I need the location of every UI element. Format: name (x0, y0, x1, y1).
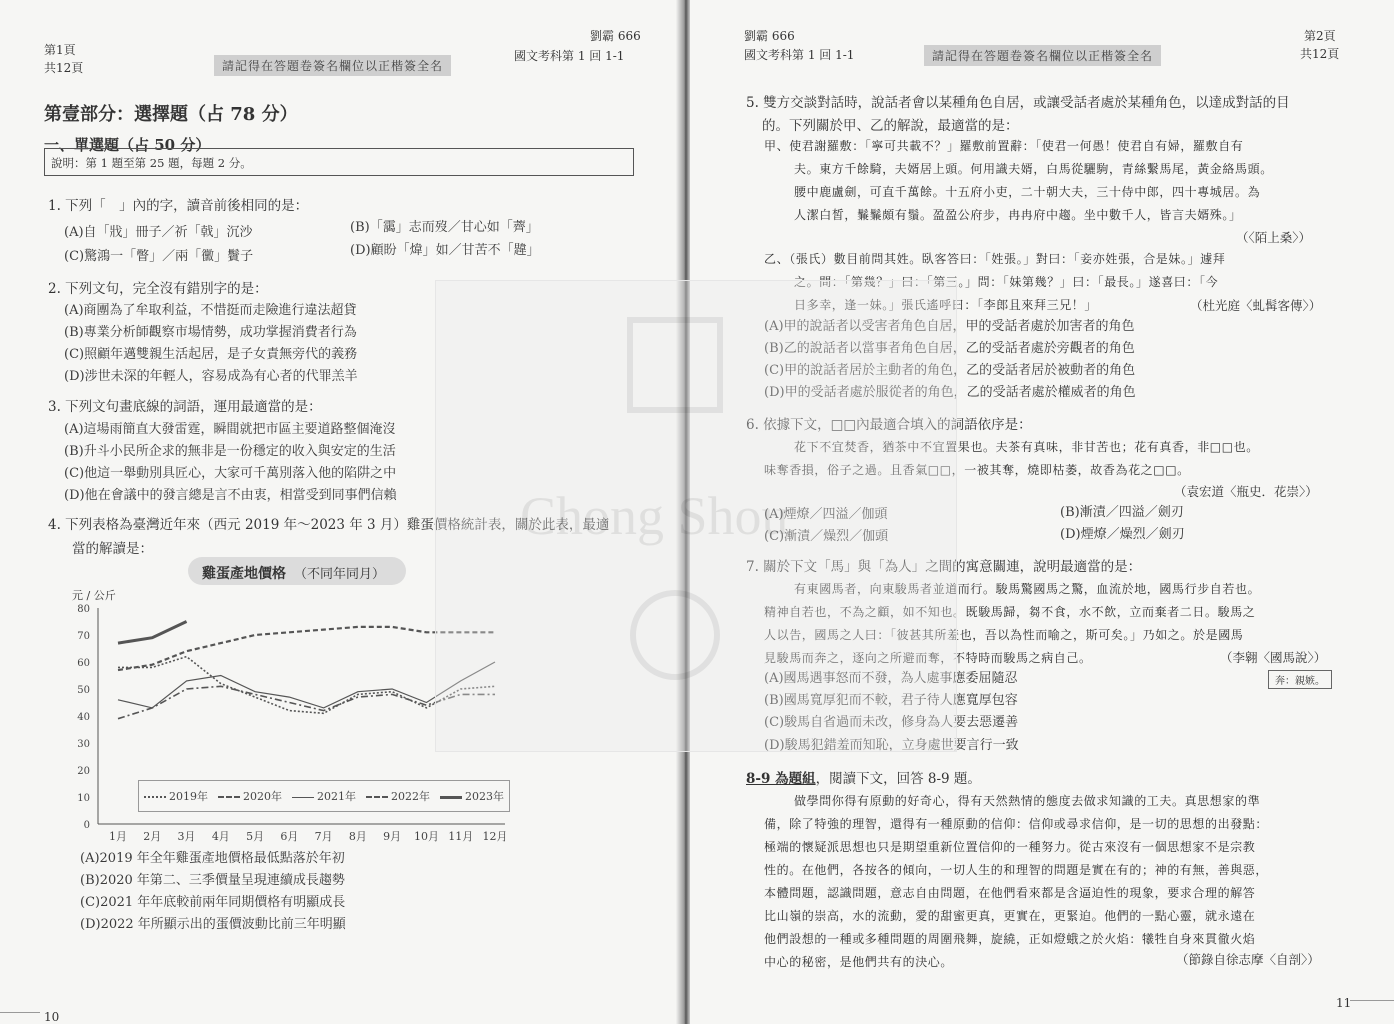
page-total: 共12頁 (1300, 47, 1340, 61)
q89-text-line5: 本體問題，認識問題，意志自由問題，在他們看來都是含逼迫性的現象，要求合理的解答 (764, 886, 1256, 900)
x-tick-label: 5月 (246, 830, 265, 843)
x-tick-label: 2月 (143, 830, 162, 843)
x-tick-label: 9月 (383, 830, 402, 843)
q7-stem: 7. 關於下文「馬」與「為人」之間的寓意關連，說明最適當的是： (746, 559, 1142, 575)
q1-option-c: (C)驚鴻一「瞥」／兩「黴」鬢子 (64, 249, 254, 264)
q89-text-line8: 中心的秘密，是他們共有的決心。 (764, 955, 954, 969)
q89-text-line7: 他們設想的一種或多種問題的周圍飛舞，旋繞，正如燈蛾之於火焰：犧牲自身來貫徹火焰 (764, 932, 1256, 946)
q7-option-b: (B)國馬寬厚犯而不較，君子待人應寬厚包容 (764, 693, 1018, 708)
q89-header (746, 768, 981, 790)
exam-code: 劉霸 666 (590, 29, 641, 43)
q3-option-b: (B)升斗小民所企求的無非是一份穩定的收入與安定的生活 (64, 444, 396, 459)
q89-text-line1: 做學問你得有原動的好奇心，得有天然熱情的態度去做求知識的工夫。真思想家的準 (794, 794, 1261, 808)
q89-stem: ，閱讀下文，回答 8-9 題。 (815, 771, 981, 787)
q1-option-d: (D)顧盼「煒」如／甘苦不「韙」 (350, 243, 540, 258)
x-tick-label: 12月 (482, 830, 508, 843)
q7-note: 奔：親嫉。 (1268, 670, 1332, 689)
page-number: 第1頁 (44, 43, 76, 57)
q4-stem: 4. 下列表格為臺灣近年來（西元 2019 年～2023 年 3 月）雞蛋價格統計表，關於此表，最適 (48, 517, 610, 533)
q6-stem: 6. 依據下文，□□內最適合填入的詞語依序是： (746, 417, 1032, 433)
series-line-2023 (118, 622, 187, 644)
q1-option-b: (B)「靄」志而歿／甘心如「薺」 (350, 220, 539, 235)
q6-source: （袁宏道〈瓶史．花崇〉） (1174, 484, 1318, 499)
q4-option-a: (A)2019 年全年雞蛋產地價格最低點落於年初 (80, 851, 345, 866)
y-tick-label: 20 (77, 766, 90, 777)
q89-text-line3: 極端的懷疑派思想也只是期望重新位置信仰的一種努力。從古來沒有一個思想家不是宗教 (764, 840, 1256, 854)
watermark-glyph (620, 310, 730, 446)
watermark-text: Chong Shou (520, 486, 789, 546)
instruction-text: 說明：第 1 題至第 25 題，每題 2 分。 (51, 156, 252, 170)
q2-stem: 2. 下列文句，完全沒有錯別字的是： (48, 281, 268, 297)
exam-code: 劉霸 666 (744, 29, 795, 43)
legend-swatch-2019 (144, 796, 166, 798)
q4-option-d: (D)2022 年所顯示出的蛋價波動比前三年明顯 (80, 917, 346, 932)
q7-text-line3: 人以告，國馬之人曰：「彼甚其所羞也，吾以為性而喻之，斯可矣。」乃如之。於是國馬 (764, 628, 1244, 642)
page-total: 共12頁 (44, 61, 84, 75)
footer-rule (1350, 1000, 1394, 1001)
q6-option-c: (C)漸漬／燥烈／伽頭 (764, 529, 889, 544)
q5-jia-line1: 甲、使君謝羅敷：「寧可共載不？」羅敷前置辭：「使君一何愚！使君自有婦，羅敷自有 (764, 139, 1244, 153)
x-tick-label: 11月 (448, 830, 474, 843)
chart-legend (138, 780, 510, 812)
y-tick-label: 70 (77, 631, 90, 642)
q1-option-a: (A)自「戕」冊子／祈「戟」沉沙 (64, 225, 253, 240)
q89-text-line4: 性的。在他們，各按各的傾向，一切人生的和理智的問題是實在有的；神的有無，善與惡， (764, 863, 1269, 877)
legend-2021 (292, 788, 356, 804)
q3-option-c: (C)他這一舉動別具匠心，大家可千萬別落入他的陷阱之中 (64, 466, 397, 481)
y-tick-label: 40 (77, 712, 90, 723)
legend-swatch-2020 (218, 796, 240, 798)
q6-option-d: (D)煙燎／燥烈／劍刃 (1060, 527, 1185, 542)
legend-2022 (366, 788, 430, 804)
section-title: 第壹部分：選擇題（占 78 分） (44, 104, 298, 125)
x-tick-label: 6月 (280, 830, 299, 843)
q5-yi-source: （杜光庭〈虬髯客傳〉） (1190, 298, 1322, 313)
q2-option-b: (B)專業分析師觀察市場情勢，成功掌握消費者行為 (64, 325, 357, 340)
x-tick-label: 7月 (314, 830, 333, 843)
q5-stem-cont: 的。下列關於甲、乙的解說，最適當的是： (762, 118, 1019, 134)
footer-page-number: 10 (44, 1010, 60, 1024)
legend-2020 (218, 788, 282, 804)
y-tick-label: 10 (77, 793, 90, 804)
q89-source: （節錄自徐志摩〈自剖〉） (1176, 952, 1320, 967)
q7-text-line4: 見駿馬而奔之，逐向之所避而奪，不特時而駿馬之病自己。 (764, 651, 1092, 665)
q5-yi-line3: 日多幸，逢一妹。」張氏遙呼曰：「李郎且來拜三兄！」 (794, 298, 1098, 312)
q6-text-line1: 花下不宜焚香，猶茶中不宜置果也。夫茶有真味，非甘苦也；花有真香，非□□也。 (794, 440, 1259, 454)
q5-stem: 5. 雙方交談對話時，說話者會以某種角色自居，或讓受話者處於某種角色，以達成對話的目 (746, 95, 1290, 111)
q7-source: （李翱〈國馬說〉） (1220, 650, 1327, 665)
y-tick-label: 80 (77, 604, 90, 615)
legend-label-2019: 2019年 (169, 790, 208, 803)
x-tick-label: 10月 (413, 830, 439, 843)
legend-label-2020: 2020年 (243, 790, 282, 803)
legend-swatch-2021 (292, 797, 314, 798)
q7-option-c: (C)駿馬自省過而未改，修身為人要去惡遷善 (764, 715, 1019, 730)
q89-text-line2: 備，除了特強的理智，還得有一種原動的信仰：信仰或尋求信仰，是一切的思想的出發點： (764, 817, 1269, 831)
q1-stem: 1. 下列「 」內的字，讀音前後相同的是： (48, 198, 309, 214)
q6-option-b: (B)漸漬／四溢／劍刃 (1060, 505, 1184, 520)
q5-jia-line2: 夫。東方千餘騎，夫婿居上頭。何用識夫婿，白馬從驪駒，青絲繫馬尾，黃金絡馬頭。 (794, 162, 1273, 176)
q3-option-d: (D)他在會議中的發言總是言不由衷，相當受到同事們信賴 (64, 488, 397, 503)
q5-jia-line3: 腰中鹿盧劍，可直千萬餘。十五府小吏，二十朝大夫，三十侍中郎，四十專城居。為 (794, 185, 1261, 199)
y-tick-label: 30 (77, 739, 90, 750)
chart-ylabel: 元 / 公斤 (72, 589, 116, 602)
q5-option-b: (B)乙的說話者以當事者角色自居，乙的受話者處於旁觀者的角色 (764, 341, 1135, 356)
q5-yi-line1: 乙、（張氏）數目前問其姓。臥客答曰：「姓張。」對曰：「妾亦姓張，合是妹。」遽拜 (764, 252, 1226, 266)
q89-label: 8-9 為題組 (746, 771, 816, 787)
legend-swatch-2022 (366, 796, 388, 798)
x-tick-label: 1月 (109, 830, 127, 843)
chart-subtitle: （不同年同月） (294, 567, 386, 582)
subject-label: 國文考科第 1 回 1-1 (744, 48, 855, 62)
q4-option-b: (B)2020 年第二、三季價量呈現連續成長趨勢 (80, 873, 345, 888)
q89-text-line6: 比山嶺的崇高，水的流動，愛的甜蜜更真，更實在，更緊迫。他們的一點心靈，就永遠在 (764, 909, 1256, 923)
subsection-title: 一、單選題（占 50 分） (44, 136, 211, 154)
q4-option-c: (C)2021 年年底較前兩年同期價格有明顯成長 (80, 895, 346, 910)
q7-text-line1: 有東國馬者，向東駿馬者並道而行。駿馬驚國馬之驚，血流於地，國馬行步自若也。 (794, 582, 1261, 596)
q4-stem-cont: 當的解讀是： (72, 541, 153, 557)
q5-option-c: (C)甲的說話者居於主動者的角色，乙的受話者居於被動者的角色 (764, 363, 1136, 378)
x-tick-label: 4月 (211, 830, 230, 843)
footer-page-number: 11 (1336, 996, 1352, 1010)
q3-stem: 3. 下列文句畫底線的詞語，運用最適當的是： (48, 399, 322, 415)
q5-option-d: (D)甲的受話者處於服從者的角色，乙的受話者處於權威者的角色 (764, 385, 1136, 400)
page-number: 第2頁 (1304, 29, 1336, 43)
q2-option-a: (A)商團為了牟取利益，不惜挺而走險進行違法超貸 (64, 303, 357, 318)
signature-notice: 請記得在答題卷簽名欄位以正楷簽全名 (214, 55, 451, 76)
q5-yi-line2: 之。問：「第幾？」曰：「第三。」問：「妹第幾？」曰：「最長。」遂喜曰：「今 (794, 275, 1219, 289)
q5-option-a: (A)甲的說話者以受害者角色自居，甲的受話者處於加害者的角色 (764, 319, 1135, 334)
chart-title: 雞蛋產地價格 (202, 566, 286, 582)
legend-label-2023: 2023年 (465, 790, 504, 803)
q6-option-a: (A)煙燎／四溢／伽頭 (764, 507, 888, 522)
q2-option-c: (C)照顧年邁雙親生活起居，是子女責無旁代的義務 (64, 347, 358, 362)
q7-option-a: (A)國馬遇事怒而不發，為人處事應委屈隨忍 (764, 671, 1018, 686)
watermark-glyph-2-svg (620, 580, 730, 690)
legend-2023 (440, 788, 504, 804)
legend-2019 (144, 788, 208, 804)
x-tick-label: 3月 (177, 830, 196, 843)
y-tick-label: 60 (77, 658, 90, 669)
legend-label-2021: 2021年 (317, 790, 356, 803)
legend-label-2022: 2022年 (391, 790, 430, 803)
x-tick-label: 8月 (348, 830, 367, 843)
q2-option-d: (D)涉世未深的年輕人，容易成為有心者的代罪羔羊 (64, 369, 358, 384)
q5-jia-line4: 人潔白皙，鬑鬑頗有鬚。盈盈公府步，冉冉府中趨。坐中數千人，皆言夫婿殊。」 (794, 208, 1242, 222)
q5-jia-source: （〈陌上桑〉） (1236, 230, 1312, 245)
q7-text-line2: 精神自若也，不為之顧，如不知也。既駿馬歸，芻不食，水不飲，立而棄者二日。駿馬之 (764, 605, 1256, 619)
signature-notice: 請記得在答題卷簽名欄位以正楷簽全名 (924, 45, 1161, 66)
watermark-glyph-2 (620, 580, 730, 716)
legend-swatch-2023 (440, 796, 462, 799)
q3-option-a: (A)這場雨簡直大發雷霆，瞬間就把市區主要道路整個淹沒 (64, 422, 396, 437)
footer-rule (0, 1012, 40, 1013)
y-tick-label: 50 (77, 685, 90, 696)
y-tick-label: 0 (83, 820, 90, 831)
subject-label: 國文考科第 1 回 1-1 (514, 49, 625, 63)
q7-option-d: (D)駿馬犯錯羞而知恥，立身處世要言行一致 (764, 738, 1019, 753)
q6-text-line2: 味奪香損，俗子之過。且香氣□□，一被其奪，燒即枯萎，故香為花之□□。 (764, 463, 1190, 477)
watermark-glyph-svg (620, 310, 730, 420)
